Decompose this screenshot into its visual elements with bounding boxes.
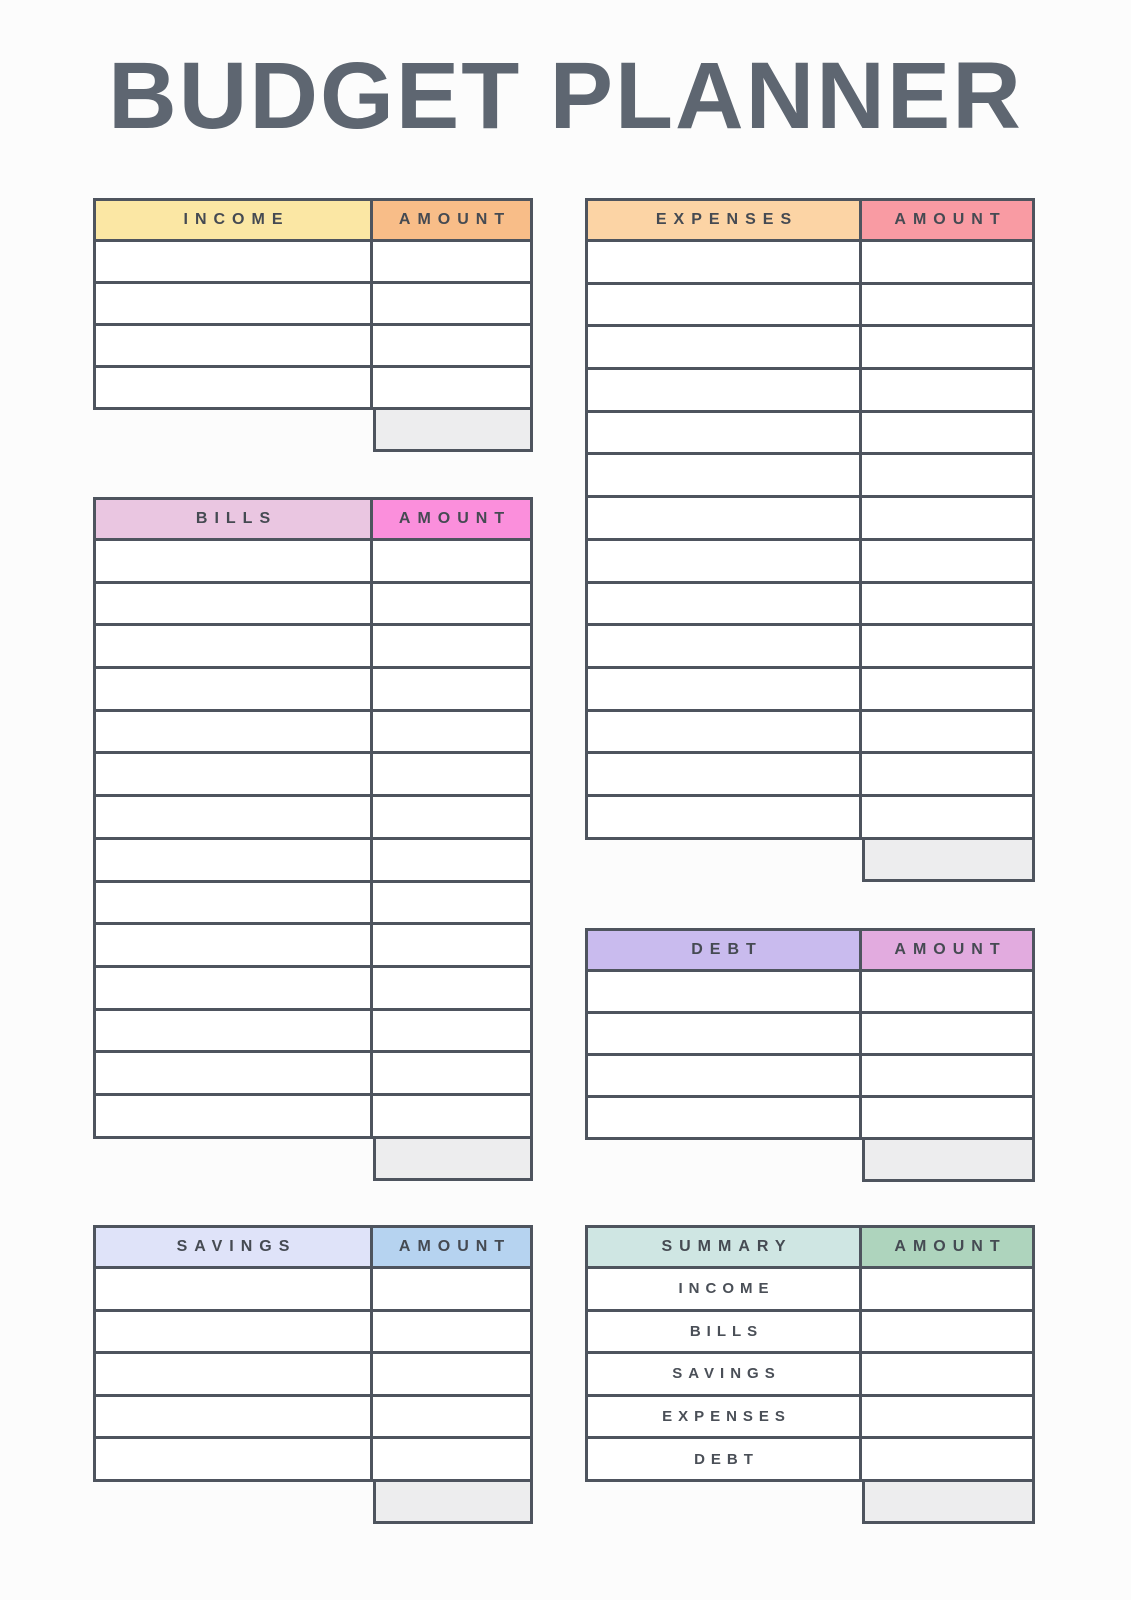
table-row bbox=[585, 669, 1035, 712]
row-label-cell[interactable] bbox=[585, 626, 862, 669]
row-label-cell[interactable] bbox=[585, 1056, 862, 1098]
table-row bbox=[93, 242, 533, 284]
row-amount-cell[interactable] bbox=[862, 1397, 1035, 1440]
table-row bbox=[93, 1096, 533, 1139]
total-spacer bbox=[93, 1139, 373, 1181]
summary-header-cell: SUMMARY bbox=[585, 1225, 862, 1269]
row-label-cell[interactable] bbox=[93, 925, 373, 968]
row-label-cell[interactable] bbox=[93, 1096, 373, 1139]
summary-table-footer bbox=[585, 1482, 1035, 1524]
row-label-cell[interactable] bbox=[93, 712, 373, 755]
table-row bbox=[585, 498, 1035, 541]
savings-table-header bbox=[93, 1225, 533, 1269]
table-row bbox=[585, 1098, 1035, 1140]
row-amount-cell[interactable] bbox=[862, 1014, 1035, 1056]
amount-header-cell: AMOUNT bbox=[862, 928, 1035, 972]
table-row bbox=[585, 1439, 1035, 1482]
table-row bbox=[585, 712, 1035, 755]
income-header-cell: INCOME bbox=[93, 198, 373, 242]
row-amount-cell[interactable] bbox=[373, 584, 533, 627]
table-row bbox=[93, 1312, 533, 1355]
bills-table-footer bbox=[93, 1139, 533, 1181]
summary-row-label-debt: DEBT bbox=[585, 1439, 862, 1482]
row-label-cell[interactable] bbox=[93, 1312, 373, 1355]
debt-header-cell: DEBT bbox=[585, 928, 862, 972]
row-amount-cell[interactable] bbox=[373, 797, 533, 840]
table-row bbox=[93, 1053, 533, 1096]
row-amount-cell[interactable] bbox=[373, 669, 533, 712]
row-label-cell[interactable] bbox=[93, 626, 373, 669]
row-amount-cell[interactable] bbox=[862, 1056, 1035, 1098]
row-label-cell[interactable] bbox=[585, 498, 862, 541]
bills-table-body bbox=[93, 541, 533, 1139]
total-spacer bbox=[585, 1482, 862, 1524]
table-row bbox=[93, 1397, 533, 1440]
row-label-cell[interactable] bbox=[585, 1098, 862, 1140]
row-amount-cell[interactable] bbox=[862, 1098, 1035, 1140]
row-label-cell[interactable] bbox=[585, 1014, 862, 1056]
row-amount-cell[interactable] bbox=[862, 626, 1035, 669]
summary-row-label-savings: SAVINGS bbox=[585, 1354, 862, 1397]
row-amount-cell[interactable] bbox=[862, 1439, 1035, 1482]
row-label-cell[interactable] bbox=[93, 326, 373, 368]
row-amount-cell[interactable] bbox=[373, 541, 533, 584]
row-amount-cell[interactable] bbox=[862, 285, 1035, 328]
debt-table-body bbox=[585, 972, 1035, 1140]
row-label-cell[interactable] bbox=[93, 1439, 373, 1482]
row-amount-cell[interactable] bbox=[862, 797, 1035, 840]
row-amount-cell[interactable] bbox=[862, 370, 1035, 413]
total-cell[interactable] bbox=[862, 1140, 1035, 1182]
total-cell[interactable] bbox=[862, 1482, 1035, 1524]
row-amount-cell[interactable] bbox=[373, 712, 533, 755]
table-row bbox=[585, 1354, 1035, 1397]
row-amount-cell[interactable] bbox=[373, 1354, 533, 1397]
debt-table-header bbox=[585, 928, 1035, 972]
expenses-table-body bbox=[585, 242, 1035, 840]
page-title: BUDGET PLANNER bbox=[108, 43, 1023, 149]
row-amount-cell[interactable] bbox=[373, 626, 533, 669]
table-row bbox=[93, 925, 533, 968]
table-row bbox=[585, 972, 1035, 1014]
row-label-cell[interactable] bbox=[93, 754, 373, 797]
expenses-table-footer bbox=[585, 840, 1035, 882]
row-label-cell[interactable] bbox=[585, 712, 862, 755]
table-row bbox=[585, 754, 1035, 797]
table-row bbox=[585, 1056, 1035, 1098]
row-label-cell[interactable] bbox=[585, 541, 862, 584]
row-amount-cell[interactable] bbox=[862, 1354, 1035, 1397]
bills-table bbox=[93, 497, 533, 1181]
expenses-table bbox=[585, 198, 1035, 882]
amount-header-cell: AMOUNT bbox=[862, 198, 1035, 242]
table-row bbox=[585, 413, 1035, 456]
row-amount-cell[interactable] bbox=[373, 1053, 533, 1096]
row-amount-cell[interactable] bbox=[373, 840, 533, 883]
savings-table bbox=[93, 1225, 533, 1524]
table-row bbox=[585, 1014, 1035, 1056]
table-row bbox=[585, 584, 1035, 627]
table-row bbox=[93, 883, 533, 926]
row-amount-cell[interactable] bbox=[862, 1312, 1035, 1355]
table-row bbox=[93, 584, 533, 627]
table-row bbox=[585, 285, 1035, 328]
row-amount-cell[interactable] bbox=[862, 584, 1035, 627]
row-amount-cell[interactable] bbox=[862, 1269, 1035, 1312]
amount-header-cell: AMOUNT bbox=[373, 198, 533, 242]
row-amount-cell[interactable] bbox=[373, 1439, 533, 1482]
debt-table-footer bbox=[585, 1140, 1035, 1182]
row-label-cell[interactable] bbox=[93, 968, 373, 1011]
table-row bbox=[93, 669, 533, 712]
expenses-header-cell: EXPENSES bbox=[585, 198, 862, 242]
table-row bbox=[585, 1397, 1035, 1440]
income-table bbox=[93, 198, 533, 452]
row-amount-cell[interactable] bbox=[862, 455, 1035, 498]
expenses-table-header bbox=[585, 198, 1035, 242]
total-cell[interactable] bbox=[862, 840, 1035, 882]
table-row bbox=[585, 370, 1035, 413]
row-label-cell[interactable] bbox=[93, 541, 373, 584]
row-amount-cell[interactable] bbox=[862, 669, 1035, 712]
row-label-cell[interactable] bbox=[93, 284, 373, 326]
row-label-cell[interactable] bbox=[585, 327, 862, 370]
summary-table bbox=[585, 1225, 1035, 1524]
total-spacer bbox=[585, 840, 862, 882]
total-cell[interactable] bbox=[373, 1139, 533, 1181]
savings-table-body bbox=[93, 1269, 533, 1482]
table-row bbox=[585, 541, 1035, 584]
amount-header-cell: AMOUNT bbox=[373, 1225, 533, 1269]
table-row bbox=[93, 1439, 533, 1482]
total-cell[interactable] bbox=[373, 410, 533, 452]
table-row bbox=[585, 1269, 1035, 1312]
summary-table-body bbox=[585, 1269, 1035, 1482]
row-amount-cell[interactable] bbox=[862, 712, 1035, 755]
row-amount-cell[interactable] bbox=[373, 368, 533, 410]
table-row bbox=[93, 840, 533, 883]
row-amount-cell[interactable] bbox=[862, 972, 1035, 1014]
table-row bbox=[585, 327, 1035, 370]
total-spacer bbox=[93, 1482, 373, 1524]
table-row bbox=[585, 242, 1035, 285]
row-label-cell[interactable] bbox=[585, 413, 862, 456]
table-row bbox=[585, 797, 1035, 840]
table-row bbox=[93, 284, 533, 326]
summary-row-label-expenses: EXPENSES bbox=[585, 1397, 862, 1440]
total-spacer bbox=[93, 410, 373, 452]
row-label-cell[interactable] bbox=[93, 883, 373, 926]
income-table-header bbox=[93, 198, 533, 242]
row-amount-cell[interactable] bbox=[862, 541, 1035, 584]
row-label-cell[interactable] bbox=[93, 1354, 373, 1397]
row-label-cell[interactable] bbox=[585, 455, 862, 498]
row-amount-cell[interactable] bbox=[373, 242, 533, 284]
row-amount-cell[interactable] bbox=[862, 242, 1035, 285]
amount-header-cell: AMOUNT bbox=[373, 497, 533, 541]
row-label-cell[interactable] bbox=[585, 669, 862, 712]
row-amount-cell[interactable] bbox=[373, 883, 533, 926]
row-amount-cell[interactable] bbox=[373, 1011, 533, 1054]
summary-row-label-income: INCOME bbox=[585, 1269, 862, 1312]
table-row bbox=[585, 455, 1035, 498]
row-amount-cell[interactable] bbox=[373, 1397, 533, 1440]
row-amount-cell[interactable] bbox=[373, 1096, 533, 1139]
row-label-cell[interactable] bbox=[93, 1011, 373, 1054]
income-table-body bbox=[93, 242, 533, 410]
row-label-cell[interactable] bbox=[93, 840, 373, 883]
row-label-cell[interactable] bbox=[93, 1053, 373, 1096]
row-label-cell[interactable] bbox=[585, 754, 862, 797]
row-label-cell[interactable] bbox=[585, 285, 862, 328]
row-amount-cell[interactable] bbox=[373, 326, 533, 368]
savings-header-cell: SAVINGS bbox=[93, 1225, 373, 1269]
row-amount-cell[interactable] bbox=[373, 1269, 533, 1312]
row-amount-cell[interactable] bbox=[862, 754, 1035, 797]
summary-table-header bbox=[585, 1225, 1035, 1269]
table-row bbox=[93, 1354, 533, 1397]
table-row bbox=[93, 797, 533, 840]
table-row bbox=[93, 1269, 533, 1312]
row-amount-cell[interactable] bbox=[862, 413, 1035, 456]
row-amount-cell[interactable] bbox=[862, 498, 1035, 541]
row-label-cell[interactable] bbox=[585, 370, 862, 413]
table-row bbox=[93, 968, 533, 1011]
table-row bbox=[93, 712, 533, 755]
row-amount-cell[interactable] bbox=[862, 327, 1035, 370]
row-label-cell[interactable] bbox=[93, 1397, 373, 1440]
row-label-cell[interactable] bbox=[93, 669, 373, 712]
bills-table-header bbox=[93, 497, 533, 541]
row-label-cell[interactable] bbox=[585, 242, 862, 285]
row-label-cell[interactable] bbox=[93, 368, 373, 410]
table-row bbox=[585, 1312, 1035, 1355]
row-label-cell[interactable] bbox=[585, 797, 862, 840]
amount-header-cell: AMOUNT bbox=[862, 1225, 1035, 1269]
row-label-cell[interactable] bbox=[93, 797, 373, 840]
row-label-cell[interactable] bbox=[93, 584, 373, 627]
table-row bbox=[93, 1011, 533, 1054]
row-amount-cell[interactable] bbox=[373, 754, 533, 797]
total-cell[interactable] bbox=[373, 1482, 533, 1524]
table-row bbox=[93, 754, 533, 797]
bills-header-cell: BILLS bbox=[93, 497, 373, 541]
table-row bbox=[93, 626, 533, 669]
table-row bbox=[585, 626, 1035, 669]
savings-table-footer bbox=[93, 1482, 533, 1524]
row-label-cell[interactable] bbox=[585, 584, 862, 627]
debt-table bbox=[585, 928, 1035, 1182]
row-label-cell[interactable] bbox=[585, 972, 862, 1014]
income-table-footer bbox=[93, 410, 533, 452]
table-row bbox=[93, 541, 533, 584]
table-row bbox=[93, 368, 533, 410]
row-amount-cell[interactable] bbox=[373, 1312, 533, 1355]
row-amount-cell[interactable] bbox=[373, 284, 533, 326]
table-row bbox=[93, 326, 533, 368]
total-spacer bbox=[585, 1140, 862, 1182]
row-label-cell[interactable] bbox=[93, 1269, 373, 1312]
summary-row-label-bills: BILLS bbox=[585, 1312, 862, 1355]
row-label-cell[interactable] bbox=[93, 242, 373, 284]
row-amount-cell[interactable] bbox=[373, 968, 533, 1011]
row-amount-cell[interactable] bbox=[373, 925, 533, 968]
